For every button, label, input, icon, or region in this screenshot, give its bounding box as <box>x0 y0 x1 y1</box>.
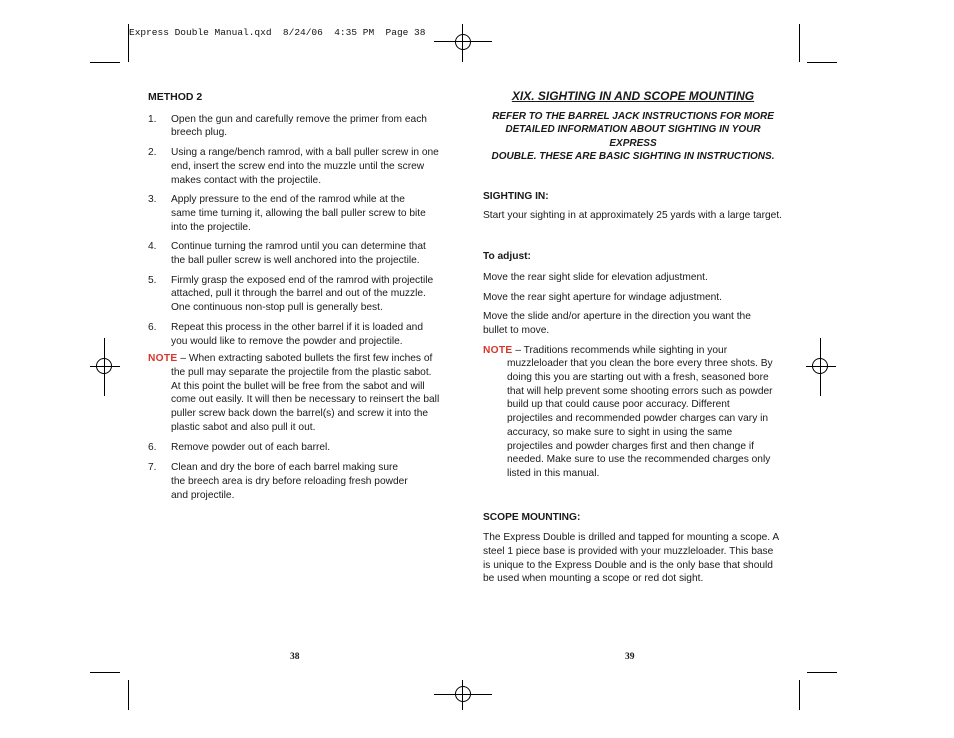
section-title: XIX. SIGHTING IN AND SCOPE MOUNTING <box>511 89 755 103</box>
list-item: 6. Repeat this process in the other barrel if it is loaded and you would like to remove the powder and projectile. <box>148 321 424 347</box>
sighting-heading: SIGHTING IN: <box>483 190 549 202</box>
list-item: 3. Apply pressure to the end of the ramrod while at the same time turning it, allowing the ball puller screw to bite into the projectile. <box>148 194 426 233</box>
list-item: 1. Open the gun and carefully remove the primer from each breech plug. <box>148 113 427 139</box>
sighting-text: Start your sighting in at approximately 25 yards with a large target. <box>483 210 782 222</box>
adjust-heading: To adjust: <box>483 251 531 263</box>
note-label: NOTE <box>148 353 178 365</box>
page-number-right: 39 <box>625 652 635 662</box>
registration-mark-icon <box>812 358 828 374</box>
note-label: NOTE <box>483 344 513 356</box>
list-item: 7. Clean and dry the bore of each barrel making sure the breech area is dry before reloading fresh powder and projectile. <box>148 462 408 501</box>
list-item: 5. Firmly grasp the exposed end of the ramrod with projectile attached, pull it through the barrel and out of the muzzle. One continuous non-stop pull is generally best. <box>148 274 434 314</box>
page-number-left: 38 <box>290 652 300 662</box>
scope-text: The Express Double is drilled and tapped for mounting a scope. A steel 1 piece base is provided with your muzzleloader. This base is unique to the Express Double and is the only base that should be used when mounting a scope or red dot sight. <box>483 532 780 585</box>
note-block: NOTE – When extracting saboted bullets the first few inches of the pull may separate the projectile from the plastic sabot. At this point the bullet will be free from the sabot and will come out easily. It will then be necessary to reinsert the ball puller screw back down the barrel(s) and screw it into the plastic sabot and also pull it out. <box>148 353 440 433</box>
note-block: NOTE – Traditions recommends while sighting in your muzzleloader that you clean the bore every three shots. By doing this you are starting out with a fresh, seasoned bore that will help prevent some shooting errors such as powder build up that could cause poor accuracy. Different projectiles and recommended powder charges can vary in accuracy, so make sure to sight in using the same projectiles and powder charges first and then change if needed. Make sure to use the recommended charges only listed in this manual. <box>483 344 773 479</box>
scope-heading: SCOPE MOUNTING: <box>483 511 581 523</box>
adjust-text: Move the rear sight aperture for windage adjustment. <box>483 291 722 303</box>
left-page-column <box>148 91 444 502</box>
list-item: 4. Continue turning the ramrod until you can determine that the ball puller screw is well anchored into the projectile. <box>148 241 426 267</box>
registration-mark-icon <box>455 34 471 50</box>
section-subtitle: REFER TO THE BARREL JACK INSTRUCTIONS FOR MORE DETAILED INFORMATION ABOUT SIGHTING IN YOUR EXPRESS DOUBLE. THESE ARE BASIC SIGHTING IN INSTRUCTIONS. <box>491 110 775 163</box>
method-heading: METHOD 2 <box>148 91 203 103</box>
registration-mark-icon <box>455 686 471 702</box>
adjust-text: Move the slide and/or aperture in the direction you want the bullet to move. <box>483 311 751 336</box>
list-item: 6. Remove powder out of each barrel. <box>148 442 331 454</box>
print-slug: Express Double Manual.qxd 8/24/06 4:35 PM Page 38 <box>129 27 426 38</box>
right-page-column <box>483 90 783 586</box>
list-item: 2. Using a range/bench ramrod, with a ball puller screw in one end, insert the screw end into the muzzle until the screw makes contact with the projectile. <box>148 147 439 186</box>
registration-mark-icon <box>96 358 112 374</box>
adjust-text: Move the rear sight slide for elevation adjustment. <box>483 271 708 283</box>
